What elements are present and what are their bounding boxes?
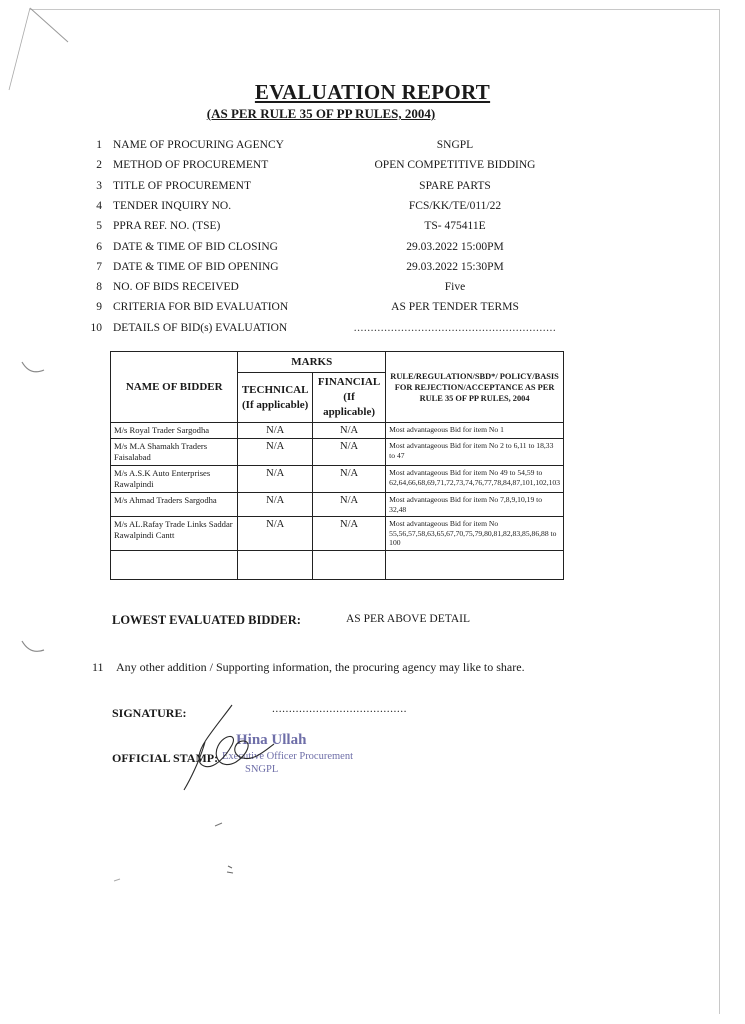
punch-hole-mark [22,641,44,651]
info-row-number: 4 [96,199,102,212]
info-row-value: 29.03.2022 15:00PM [406,240,504,253]
info-row-value: SNGPL [436,139,474,151]
stamp-organization: SNGPL [245,764,279,775]
header-financial-note: (If applicable) [323,391,376,418]
stamp-name: Hina Ullah [236,732,307,748]
bidder-name: M/s AL.Rafay Trade Links Saddar Rawalpindi Cantt [111,517,238,551]
evaluation-basis: Most advantageous Bid for item No 2 to 6,11 to 18,33 to 47 [386,439,564,466]
evaluation-basis: Most advantageous Bid for item No 1 [386,423,564,439]
financial-marks: N/A [312,493,385,517]
corner-fold-mark [30,8,68,42]
lowest-evaluated-bidder-label: LOWEST EVALUATED BIDDER: [112,613,301,627]
info-row-label: METHOD OF PROCUREMENT [113,159,269,172]
info-row-value: AS PER TENDER TERMS [391,301,519,314]
info-row-label: DATE & TIME OF BID OPENING [113,260,279,273]
technical-marks: N/A [238,517,313,551]
header-technical-note: (If applicable) [242,398,309,411]
lowest-evaluated-bidder-value: AS PER ABOVE DETAIL [346,613,470,625]
handwritten-signature [184,705,274,790]
info-row-label: CRITERIA FOR BID EVALUATION [113,301,289,314]
supporting-info-number: 11 [92,660,104,674]
bidder-name: M/s Ahmad Traders Sargodha [111,493,238,517]
evaluation-basis: Most advantageous Bid for item No 55,56,57,58,63,65,67,70,75,79,80,81,82,83,85,86,88 to 100 [386,517,564,551]
supporting-info-text: Any other addition / Supporting information, the procuring agency may like to share. [116,660,525,674]
info-row-number: 6 [96,240,102,253]
info-row-label: PPRA REF. NO. (TSE) [113,220,221,233]
info-row-number: 2 [96,159,102,172]
financial-marks: N/A [312,466,385,493]
info-row-label: TENDER INQUIRY NO. [113,199,232,212]
report-subtitle: (AS PER RULE 35 OF PP RULES, 2004) [206,106,436,121]
info-row-value: ............................................................ [353,321,557,334]
info-row-value: OPEN COMPETITIVE BIDDING [374,159,536,172]
info-row-number: 8 [96,281,102,294]
technical-marks: N/A [238,466,313,493]
report-title: EVALUATION REPORT [254,80,491,104]
technical-marks: N/A [238,493,313,517]
info-row-label: NO. OF BIDS RECEIVED [113,281,239,294]
info-row-label: TITLE OF PROCUREMENT [113,179,251,192]
info-row-value: FCS/KK/TE/011/22 [408,199,502,212]
info-row-label: NAME OF PROCURING AGENCY [113,139,284,151]
signature-label: SIGNATURE: [112,706,187,720]
info-row-number: 10 [90,321,102,334]
evaluation-basis: Most advantageous Bid for item No 49 to 54,59 to 62,64,66,68,69,71,72,73,74,76,77,78,84,87,101,102,103 [386,466,564,493]
financial-marks: N/A [312,423,385,439]
scan-speck [215,823,222,826]
info-row-number: 9 [96,301,102,314]
info-row-number: 1 [96,139,102,151]
stamp-designation: Executive Officer Procurement [222,751,353,762]
financial-marks: N/A [312,439,385,466]
bidder-name: M/s M.A Shamakh Traders Faisalabad [111,439,238,466]
scan-speck [227,866,233,873]
technical-marks: N/A [238,439,313,466]
bidder-name: M/s Royal Trader Sargodha [111,423,238,439]
info-row-value: TS- 475411E [424,220,486,233]
scan-speck [114,879,120,881]
info-row-value: SPARE PARTS [419,179,491,192]
corner-fold-mark [9,8,30,90]
info-row-number: 7 [96,260,102,273]
header-name-of-bidder: NAME OF BIDDER [111,352,238,423]
info-row-number: 5 [96,220,102,233]
info-row-number: 3 [96,179,102,192]
signature-line: ........................................ [272,703,407,715]
header-financial-label: FINANCIAL [317,376,381,388]
evaluation-basis: Most advantageous Bid for item No 7,8,9,10,19 to 32,48 [386,493,564,517]
header-marks: MARKS [238,352,386,373]
punch-hole-mark [22,362,44,372]
info-row-value: 29.03.2022 15:30PM [406,260,504,273]
info-row-label: DETAILS OF BID(s) EVALUATION [113,321,288,334]
info-row-label: DATE & TIME OF BID CLOSING [113,240,278,253]
header-technical-label: TECHNICAL [241,383,309,396]
technical-marks: N/A [238,423,313,439]
bidder-name: M/s A.S.K Auto Enterprises Rawalpindi [111,466,238,493]
financial-marks: N/A [312,517,385,551]
info-row-value: Five [444,281,466,294]
header-rule-basis: RULE/REGULATION/SBD*/ POLICY/BASIS FOR REJECTION/ACCEPTANCE AS PER RULE 35 OF PP RULES, 2004 [386,352,564,423]
official-stamp-label: OFFICIAL STAMP: [112,751,219,765]
